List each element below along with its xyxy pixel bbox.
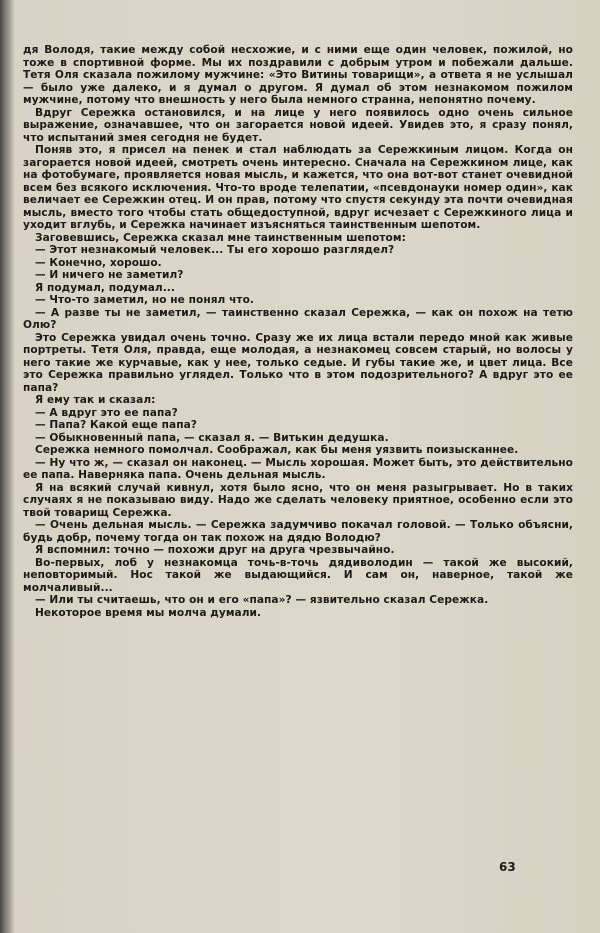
- paragraph: Вдруг Сережка остановился, и на лице у него появилось одно очень сильное выражение, означавшее, что он загорается новой идеей. Увидев это, я сразу понял, что испытаний змея сегодня не будет.: [23, 106, 573, 144]
- page-number: 63: [499, 860, 516, 874]
- paragraph: Сережка немного помолчал. Соображал, как бы меня уязвить поизысканнее.: [35, 444, 519, 456]
- paragraph: Это Сережка увидал очень точно. Сразу же их лица встали передо мной как живые портреты. Тетя Оля, правда, еще молодая, а незнакомец совсем старый, но волосы у него такие же курчавые, как у нее, только седые. И губы такие же, и цвет лица. Все это Сережка правильно углядел. Только что в этом подозрительного? А вдруг это ее папа?: [23, 331, 573, 394]
- dialogue-line: — Обыкновенный папа, — сказал я. — Витькин дедушка.: [35, 431, 389, 444]
- paragraph: дя Володя, такие между собой несхожие, и с ними еще один человек, пожилой, но тоже в спортивной форме. Мы их поздравили с добрым утром и побежали дальше. Тетя Оля сказала пожилому мужчине: «Это Витины товарищи», а ответа я не услышал — было уже далеко, и я думал о другом. Я думал об этом незнакомом пожилом мужчине, потому что внешность у него была немного странна, непонятно почему.: [23, 44, 573, 106]
- paragraph: Поняв это, я присел на пенек и стал наблюдать за Сережкиным лицом. Когда он загорается новой идеей, смотреть очень интересно. Сначала на Сережкином лице, как на фотобумаге, проявляется новая мысль, и кажется, что она вот-вот станет очевидной всем без всякого исключения. Что-то вроде телепатии, «псевдонауки номер один», как величает ее Сережкин отец. И он прав, потому что спустя секунду эта почти очевидная мысль, вместо того чтобы стать общедоступной, вдруг исчезает с Сережкиного лица и уходит вглубь, и Сережка начинает изъясняться таинственным шепотом.: [23, 144, 573, 231]
- dialogue-line: — Очень дельная мысль. — Сережка задумчиво покачал головой. — Только объясни, будь добр, почему тогда он так похож на дядю Володю?: [23, 519, 573, 544]
- dialogue-line: — А разве ты не заметил, — таинственно сказал Сережка, — как он похож на тетю Олю?: [23, 306, 573, 331]
- paragraph: Я на всякий случай кивнул, хотя было ясно, что он меня разыгрывает. Но в таких случаях я не показываю виду. Надо же сделать человеку приятное, особенно если это твой товарищ Сережка.: [23, 481, 573, 519]
- dialogue-line: — А вдруг это ее папа?: [35, 406, 178, 419]
- paragraph: Некоторое время мы молча думали.: [35, 606, 262, 619]
- dialogue-line: — Или ты считаешь, что он и его «папа»? — язвительно сказал Сережка.: [35, 594, 489, 606]
- dialogue-line: — Ну что ж, — сказал он наконец. — Мысль хорошая. Может быть, это действительно ее папа. Наверняка папа. Очень дельная мысль.: [23, 456, 573, 481]
- dialogue-line: — Что-то заметил, но не понял что.: [35, 294, 255, 306]
- page-text: [23, 44, 573, 619]
- paragraph: Я подумал, подумал...: [35, 281, 175, 294]
- dialogue-line: — Папа? Какой еще папа?: [35, 419, 197, 431]
- paragraph: Заговевшись, Сережка сказал мне таинственным шепотом:: [35, 231, 406, 244]
- paragraph: Я вспомнил: точно — похожи друг на друга чрезвычайно.: [35, 544, 395, 556]
- dialogue-line: — Конечно, хорошо.: [35, 256, 162, 269]
- paragraph: Во-первых, лоб у незнакомца точь-в-точь дядиволодин — такой же высокий, неповторимый. Нос такой же выдающийся. И сам он, наверное, такой же молчаливый...: [23, 556, 573, 594]
- page-binding-edge: [0, 0, 14, 933]
- dialogue-line: — Этот незнакомый человек... Ты его хорошо разглядел?: [35, 244, 395, 256]
- paragraph: Я ему так и сказал:: [35, 394, 156, 406]
- dialogue-line: — И ничего не заметил?: [35, 269, 184, 281]
